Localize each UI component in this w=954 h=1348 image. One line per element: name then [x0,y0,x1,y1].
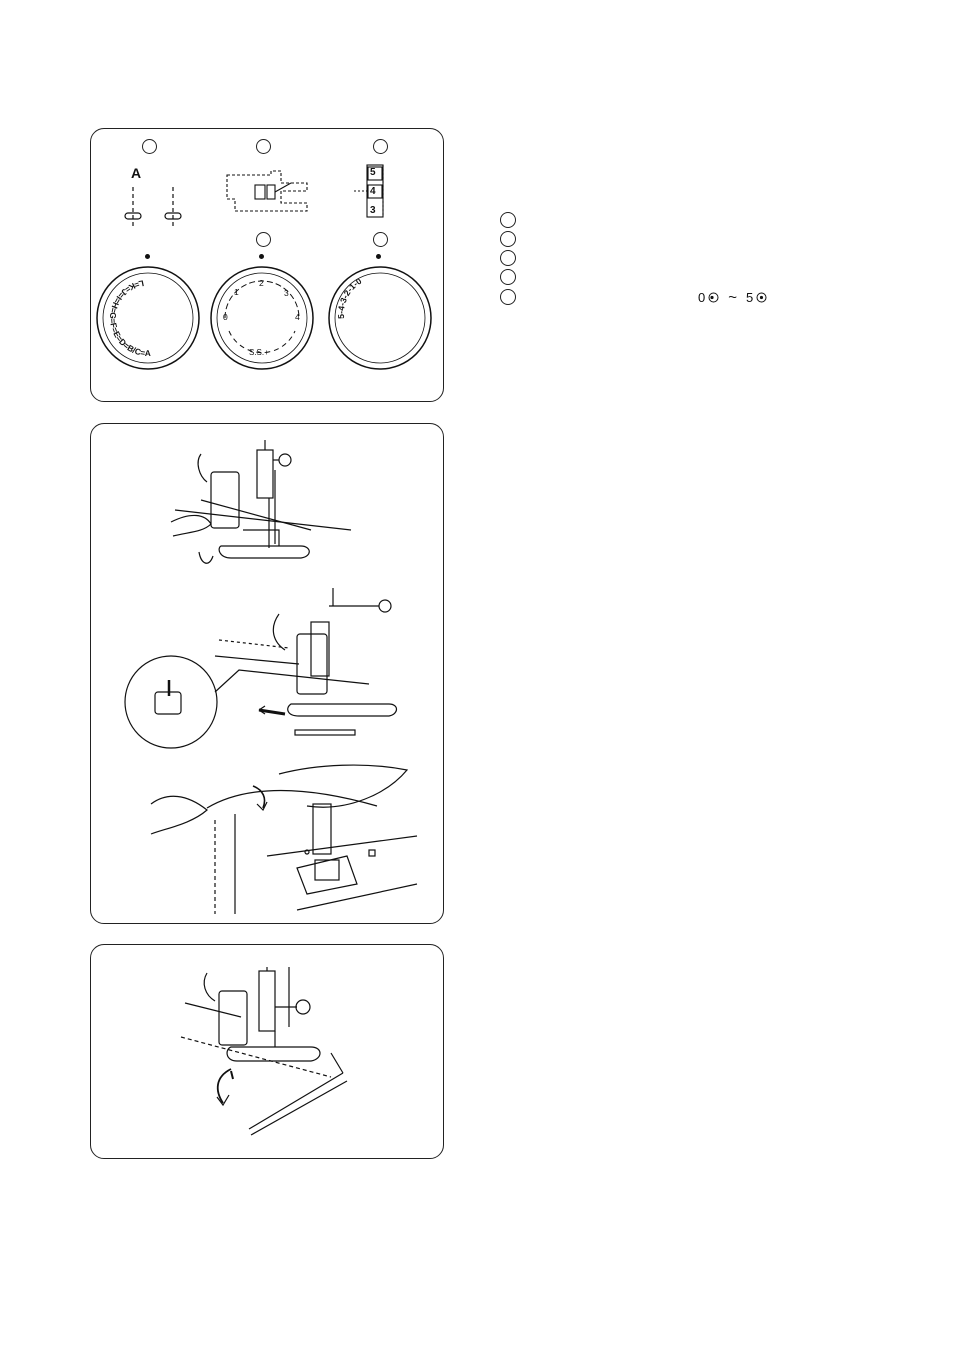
tension-range-sep: ~ [728,289,737,306]
tension-scale-4: 4 [370,186,376,197]
callout-circle-tension [373,232,388,247]
legend-circle-5 [500,289,516,305]
stitch-letter: A [131,165,142,181]
pattern-selector-dial[interactable] [95,265,201,371]
callout-circle-stitch [142,139,157,154]
legend-circle-4 [500,269,516,285]
thread-cutter-illustration [147,764,427,914]
callout-circle-tension-scale [373,139,388,154]
tension-scale-3: 3 [370,205,376,216]
dial2-num-0: 0 [223,312,228,322]
dial2-num-2: 2 [259,278,264,288]
sewing-steps-panel [90,423,444,924]
stitch-length-dial[interactable] [209,265,315,371]
settings-panel [90,128,444,402]
dial3-indicator-dot [376,254,381,259]
tension-range-from: 0 [698,290,706,305]
callout-circle-stitch-length [256,232,271,247]
legend-circle-1 [500,212,516,228]
dial3-markings: 5-4-3-2-1-0 [335,275,364,320]
tension-dial[interactable] [327,265,433,371]
svg-text:5-4-3-2-1-0 [336,276,364,319]
raise-foot-illustration [171,967,371,1137]
dial2-num-3: 3 [284,288,289,298]
callout-circle-foot [256,139,271,154]
dial1-indicator-dot [145,254,150,259]
tension-range [698,289,767,306]
dial2-bottom-mark: S.S.+ [249,348,269,357]
dial2-indicator-dot [259,254,264,259]
start-sewing-illustration [161,440,361,590]
svg-text:L=K=J=I=H=G=F=E=D=B/C=A [108,278,151,358]
needle-position-icon [119,185,189,231]
tension-range-to: 5 [746,290,754,305]
bobbin-tight-icon [756,292,767,303]
dial2-num-1: 1 [234,287,239,297]
legend-circle-2 [500,231,516,247]
dial1-markings: L=K=J=I=H=G=F=E=D=B/C=A [107,278,151,359]
bobbin-loose-icon [708,292,719,303]
finishing-panel [90,944,444,1159]
presser-foot-icon [221,169,313,215]
legend-circle-3 [500,250,516,266]
tension-scale-5: 5 [370,167,376,178]
dial2-num-4: 4 [295,312,300,322]
reverse-stitch-illustration [119,584,419,754]
